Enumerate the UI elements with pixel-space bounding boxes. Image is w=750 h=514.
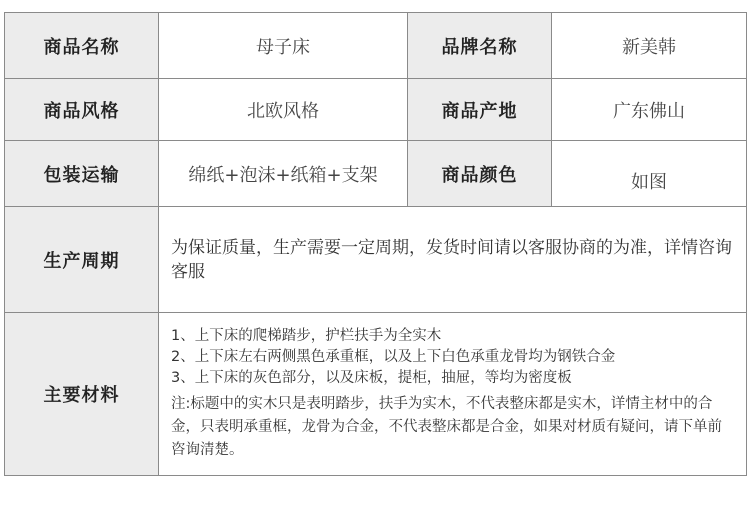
materials-label: 主要材料 bbox=[5, 313, 159, 476]
origin-value: 广东佛山 bbox=[552, 79, 747, 141]
color-label: 商品颜色 bbox=[408, 141, 552, 207]
packaging-label: 包装运输 bbox=[5, 141, 159, 207]
style-value: 北欧风格 bbox=[159, 79, 408, 141]
materials-content bbox=[159, 313, 747, 476]
origin-label: 商品产地 bbox=[408, 79, 552, 141]
period-label: 生产周期 bbox=[5, 207, 159, 313]
materials-item: 1、上下床的爬梯踏步，护栏扶手为全实木 bbox=[171, 328, 442, 344]
period-value: 为保证质量，生产需要一定周期，发货时间请以客服协商的为准，详情咨询客服 bbox=[159, 207, 747, 313]
product-name-value: 母子床 bbox=[159, 13, 408, 79]
materials-item: 2、上下床左右两侧黑色承重框，以及上下白色承重龙骨均为钢铁合金 bbox=[171, 349, 616, 365]
product-name-label: 商品名称 bbox=[5, 13, 159, 79]
spec-row-name-brand bbox=[5, 13, 747, 79]
spec-row-period bbox=[5, 207, 747, 313]
product-spec-table bbox=[4, 12, 747, 476]
style-label: 商品风格 bbox=[5, 79, 159, 141]
spec-row-materials bbox=[5, 313, 747, 476]
brand-label: 品牌名称 bbox=[408, 13, 552, 79]
spec-row-packaging-color bbox=[5, 141, 747, 207]
materials-note: 注:标题中的实木只是表明踏步，扶手为实木，不代表整床都是实木，详情主材中的合金，只表明承重框，龙骨为合金，不代表整床都是合金，如果对材质有疑问，请下单前咨询清楚。 bbox=[171, 396, 722, 458]
brand-value: 新美韩 bbox=[552, 13, 747, 79]
spec-row-style-origin bbox=[5, 79, 747, 141]
packaging-value: 绵纸+泡沫+纸箱+支架 bbox=[159, 141, 408, 207]
color-value: 如图 bbox=[552, 141, 747, 207]
materials-item: 3、上下床的灰色部分，以及床板，提柜，抽屉，等均为密度板 bbox=[171, 370, 572, 386]
